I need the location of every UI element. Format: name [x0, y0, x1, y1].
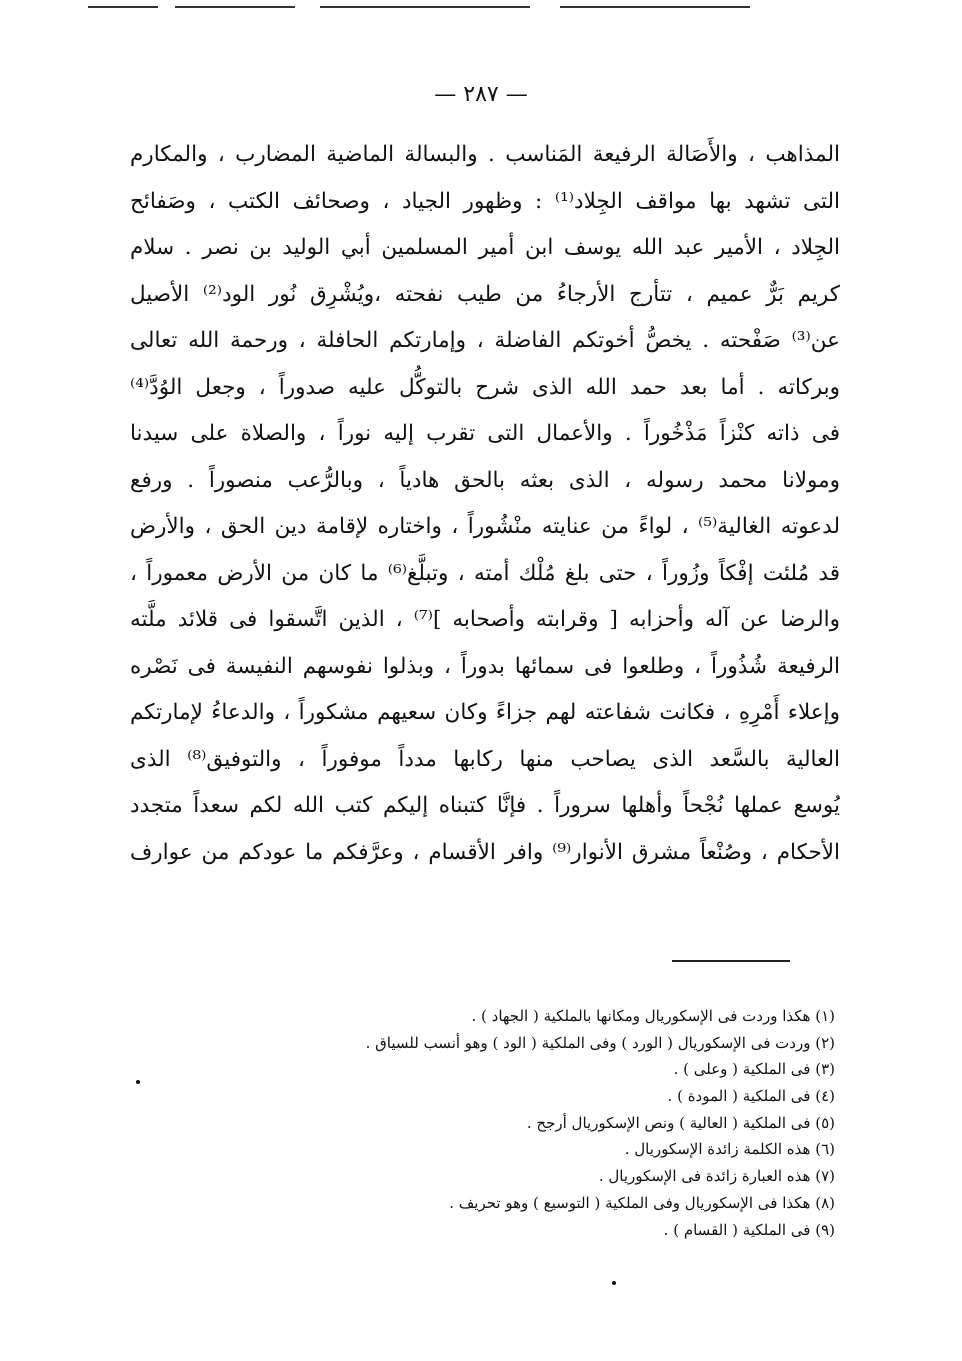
footnote: (٤) فى الملكية ( المودة ) .	[667, 1087, 835, 1106]
top-rule-1	[88, 6, 158, 8]
footnote: (٢) وردت فى الإسكوريال ( الورد ) وفى الملكية ( الود ) وهو أنسب للسياق .	[365, 1033, 835, 1052]
top-rule-4	[560, 6, 750, 8]
footnote: (٥) فى الملكية ( العالية ) ونص الإسكوريال أرجح .	[526, 1113, 835, 1132]
top-rule-3	[320, 6, 530, 8]
footnote: (٧) هذه العبارة زائدة فى الإسكوريال .	[598, 1167, 835, 1186]
body-line: عن⁽³⁾ صَفْحته . يخصُّ أخوتكم الفاضلة ، وإمارتكم الحافلة ، ورحمة الله تعالى	[130, 328, 840, 353]
page-number: — ٢٨٧ —	[434, 82, 528, 107]
footnote: (٨) هكذا فى الإسكوريال وفى الملكية ( التوسيع ) وهو تحريف .	[449, 1193, 835, 1212]
body-line: يُوسع عملها نُجْحاً وأهلها سروراً . فإنَّا كتبناه إليكم كتب الله لكم سعداً متجدد	[130, 793, 840, 818]
body-line: الرفيعة شُذُوراً ، وطلعوا فى سمائها بدوراً ، وبذلوا نفوسهم النفيسة فى نَصْره	[130, 653, 840, 679]
body-line: التى تشهد بها مواقف الجِلاد⁽¹⁾ : وظهور الجياد ، وصحائف الكتب ، وصَفائح	[130, 188, 840, 214]
footnote-separator	[672, 960, 790, 962]
top-rule-2	[175, 6, 295, 8]
body-line: المذاهب ، والأَصَالة الرفيعة المَناسب . والبسالة الماضية المضارب ، والمكارم	[130, 142, 840, 167]
body-line: لدعوته الغالية⁽⁵⁾ ، لواءً من عنايته منْشُوراً ، واختاره لإقامة دين الحق ، والأرض	[130, 514, 840, 539]
body-text	[130, 132, 840, 876]
ink-dot	[612, 1281, 616, 1285]
body-line: ومولانا محمد رسوله ، الذى بعثه بالحق هادياً ، وبالرُّعب منصوراً . ورفع	[130, 467, 840, 493]
footnote: (١) هكذا وردت فى الإسكوريال ومكانها بالملكية ( الجهاد ) .	[471, 1007, 835, 1025]
footnote: (٩) فى الملكية ( القسام ) .	[663, 1220, 835, 1239]
body-line: وبركاته . أما بعد حمد الله الذى شرح بالتوكُّل عليه صدوراً ، وجعل الوُدَّ⁽⁴⁾	[130, 374, 840, 400]
ink-dot	[136, 1080, 140, 1084]
body-line: قد مُلئت إفْكاً وزُوراً ، حتى بلغ مُلْك أمته ، وتبلَّغ⁽⁶⁾ ما كان من الأرض معموراً ،	[130, 560, 840, 586]
body-line: والرضا عن آله وأحزابه [ وقرابته وأصحابه ]⁽⁷⁾ ، الذين اتَّسقوا فى قلائد ملَّته	[130, 607, 840, 632]
body-line: كريم بَرٌّ عميم ، تتأرج الأرجاءُ من طيب نفحته ،ويُشْرِق نُور الود⁽²⁾ الأصيل	[130, 281, 840, 307]
footnote: (٦) هذه الكلمة زائدة الإسكوريال .	[624, 1140, 835, 1159]
body-line: وإعلاء أَمْرِهِ ، فكانت شفاعته لهم جزاءً وكان سعيهم مشكوراً ، والدعاءُ لإمارتكم	[130, 700, 840, 725]
footnotes	[180, 1003, 835, 1243]
body-line: الأحكام ، وصُنْعاً مشرق الأنوار⁽⁹⁾ وافر الأقسام ، وعرَّفكم ما عودكم من عوارف	[130, 839, 840, 865]
body-line: الجِلاد ، الأمير عبد الله يوسف ابن أمير المسلمين أبي الوليد بن نصر . سلام	[130, 235, 840, 260]
body-line: فى ذاته كنْزاً مَذْخُوراً . والأعمال التى تقرب إليه نوراً ، والصلاة على سيدنا	[130, 421, 840, 446]
footnote: (٣) فى الملكية ( وعلى ) .	[673, 1060, 835, 1079]
body-line: العالية بالسَّعد الذى يصاحب منها ركابها مدداً موفوراً ، والتوفيق⁽⁸⁾ الذى	[130, 746, 840, 772]
